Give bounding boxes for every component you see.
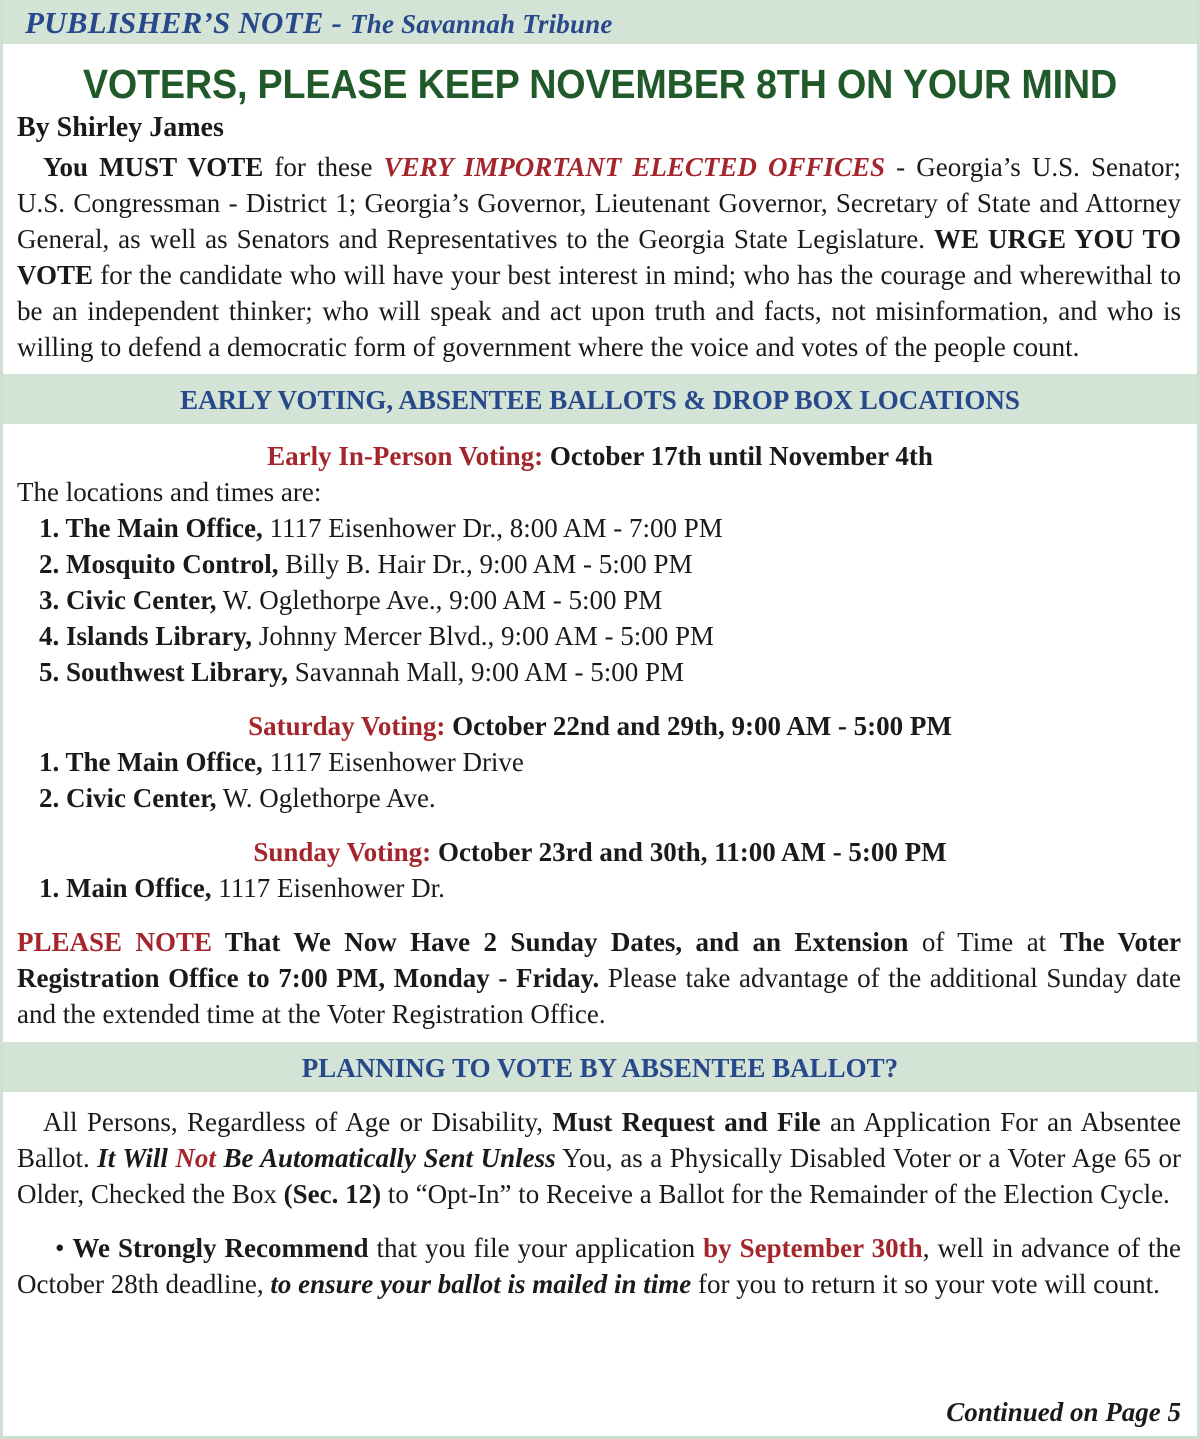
locations-intro: The locations and times are: xyxy=(17,477,322,507)
list-item xyxy=(39,744,1197,780)
recommendation-paragraph xyxy=(3,1230,1197,1302)
sunday-voting-locations xyxy=(3,870,1197,906)
intro-paragraph xyxy=(3,149,1197,365)
absentee-text: (Sec. 12) xyxy=(283,1179,382,1209)
header-label: PUBLISHER’S NOTE - xyxy=(25,5,351,40)
recommend-text: , well in advance of the October 28th deadline, xyxy=(17,1233,1181,1299)
absentee-text: All Persons, Regardless of Age or Disability, xyxy=(43,1107,553,1137)
please-note-label: PLEASE NOTE xyxy=(17,927,212,957)
deadline-date: by September 30th xyxy=(703,1233,923,1263)
location-name: 1. Main Office, xyxy=(39,873,212,903)
location-detail: Savannah Mall, 9:00 AM - 5:00 PM xyxy=(288,657,685,687)
saturday-voting-dates: October 22nd and 29th, 9:00 AM - 5:00 PM xyxy=(445,711,952,741)
location-name: 1. The Main Office, xyxy=(39,747,263,777)
list-item xyxy=(39,618,1197,654)
recommend-text: that you file your application xyxy=(368,1233,704,1263)
list-item xyxy=(39,582,1197,618)
intro-text: You xyxy=(43,152,100,182)
location-detail: 1117 Eisenhower Dr. xyxy=(211,873,445,903)
location-detail: W. Oglethorpe Ave., 9:00 AM - 5:00 PM xyxy=(216,585,663,615)
saturday-voting-heading xyxy=(3,708,1197,744)
publication-name: The Savannah Tribune xyxy=(350,9,613,39)
recommend-text: to ensure your ballot is mailed in time xyxy=(270,1269,692,1299)
location-name: 2. Civic Center, xyxy=(39,783,217,813)
page-title: VOTERS, PLEASE KEEP NOVEMBER 8TH ON YOUR MIND xyxy=(82,61,1118,107)
saturday-voting-label: Saturday Voting: xyxy=(248,711,446,741)
sunday-voting-heading xyxy=(3,834,1197,870)
list-item xyxy=(39,510,1197,546)
early-voting-locations xyxy=(3,510,1197,690)
absentee-text: an Application For an Absentee Ballot. xyxy=(17,1107,1181,1173)
absentee-text: Be Automatically Sent Unless xyxy=(215,1143,556,1173)
publishers-note-header xyxy=(3,0,1197,44)
section-header-absentee: PLANNING TO VOTE BY ABSENTEE BALLOT? xyxy=(3,1042,1197,1092)
absentee-text: to “Opt-In” to Receive a Ballot for the Remainder of the Election Cycle. xyxy=(381,1179,1170,1209)
note-text: That We Now Have 2 Sunday Dates, and an Extension xyxy=(211,927,909,957)
location-name: 2. Mosquito Control, xyxy=(39,549,279,579)
recommend-text: for you to return it so your vote will count. xyxy=(691,1269,1160,1299)
intro-important-offices: VERY IMPORTANT ELECTED OFFICES xyxy=(383,152,886,182)
sunday-voting-label: Sunday Voting: xyxy=(253,837,432,867)
location-detail: W. Oglethorpe Ave. xyxy=(216,783,436,813)
continued-notice: Continued on Page 5 xyxy=(946,1397,1181,1427)
early-voting-dates: October 17th until November 4th xyxy=(543,441,933,471)
intro-urge-vote: WE URGE YOU TO VOTE xyxy=(17,224,1181,290)
sunday-voting-dates: October 23rd and 30th, 11:00 AM - 5:00 PM xyxy=(431,837,947,867)
early-voting-label: Early In-Person Voting: xyxy=(267,441,544,471)
location-detail: 1117 Eisenhower Dr., 8:00 AM - 7:00 PM xyxy=(262,513,723,543)
list-item xyxy=(39,654,1197,690)
location-name: 5. Southwest Library, xyxy=(39,657,289,687)
note-text: Please take advantage of the additional Sunday date and the extended time at the Voter Registration Office. xyxy=(17,963,1181,1029)
location-detail: 1117 Eisenhower Drive xyxy=(262,747,524,777)
location-detail: Billy B. Hair Dr., 9:00 AM - 5:00 PM xyxy=(278,549,693,579)
note-text: The Voter Registration Office to 7:00 PM, Monday - Friday. xyxy=(17,927,1182,993)
intro-text: for the candidate who will have your best interest in mind; who has the courage and wherewithal to be an independent thinker; who will speak and act upon truth and facts, not misinformation, and who is willing to defend a democratic form of government where the voice and votes of the people count. xyxy=(17,260,1181,362)
location-detail: Johnny Mercer Blvd., 9:00 AM - 5:00 PM xyxy=(252,621,715,651)
list-item xyxy=(39,546,1197,582)
section-header-early-voting: EARLY VOTING, ABSENTEE BALLOTS & DROP BOX LOCATIONS xyxy=(3,374,1197,424)
list-item xyxy=(39,780,1197,816)
recommend-text: We Strongly Recommend xyxy=(72,1233,369,1263)
intro-text: - Georgia’s U.S. Senator; U.S. Congressman - District 1; Georgia’s Governor, Lieutenant Governor, Secretary of State and Attorney General, as well as Senators and Representatives to the Georgia State Legislature. xyxy=(17,152,1181,254)
absentee-text: It Will xyxy=(97,1143,176,1173)
byline: By Shirley James xyxy=(17,112,224,143)
location-name: 1. The Main Office, xyxy=(39,513,263,543)
absentee-not: Not xyxy=(175,1143,216,1173)
intro-must-vote: MUST VOTE xyxy=(99,152,264,182)
note-text: of Time at xyxy=(908,927,1060,957)
absentee-paragraph xyxy=(3,1104,1197,1212)
absentee-text: Must Request and File xyxy=(552,1107,821,1137)
intro-text: for these xyxy=(263,152,384,182)
saturday-voting-locations xyxy=(3,744,1197,816)
please-note-paragraph xyxy=(3,924,1197,1032)
bullet: • xyxy=(55,1233,73,1263)
early-voting-heading xyxy=(3,438,1197,474)
location-name: 4. Islands Library, xyxy=(39,621,253,651)
absentee-text: You, as a Physically Disabled Voter or a Voter Age 65 or Older, Checked the Box xyxy=(17,1143,1182,1209)
location-name: 3. Civic Center, xyxy=(39,585,217,615)
list-item xyxy=(39,870,1197,906)
